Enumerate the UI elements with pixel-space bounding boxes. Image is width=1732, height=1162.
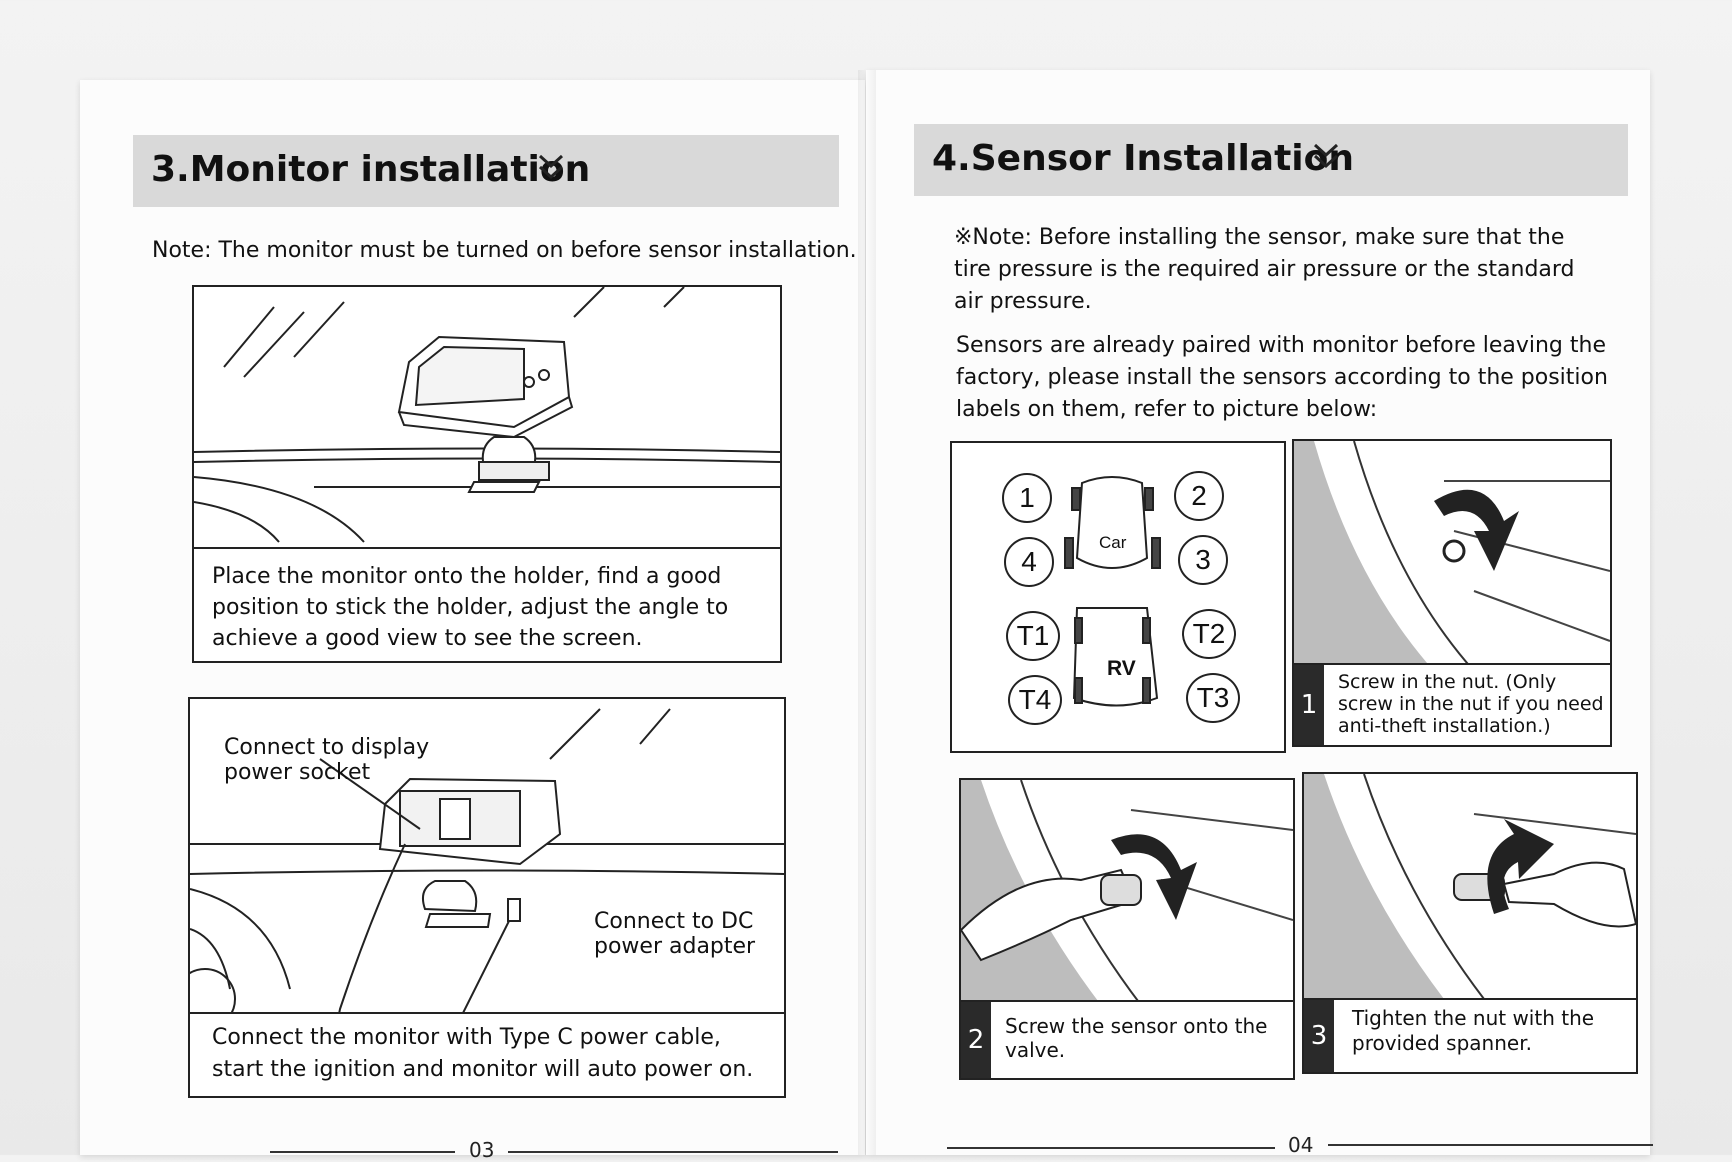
step-text-line: Screw the sensor onto the xyxy=(1005,1014,1268,1038)
step-1-badge: 1 xyxy=(1294,665,1324,745)
step-1-caption xyxy=(1294,663,1610,745)
double-chevron-down-icon xyxy=(537,153,565,183)
step-text-line: Screw in the nut. (Only xyxy=(1338,671,1557,693)
pairing-paragraph xyxy=(956,330,1608,426)
book-spine xyxy=(858,70,876,1155)
callout-line: power socket xyxy=(224,760,371,785)
callout-dc-adapter xyxy=(594,909,755,959)
tire-position-diagram xyxy=(950,441,1286,753)
callout-line: Connect to display xyxy=(224,735,430,760)
caption-line: position to stick the holder, adjust the angle to xyxy=(212,595,729,620)
monitor-note: Note: The monitor must be turned on before sensor installation. xyxy=(152,238,857,263)
step-2-badge: 2 xyxy=(961,1002,991,1078)
tire-position-2: 2 xyxy=(1174,471,1224,521)
trailer-position-t3: T3 xyxy=(1186,673,1240,723)
trailer-position-t2: T2 xyxy=(1182,609,1236,659)
note-line: tire pressure is the required air pressure or the standard xyxy=(954,257,1575,282)
footer-rule xyxy=(508,1151,838,1153)
double-chevron-down-icon xyxy=(1312,142,1340,172)
step-text-line: valve. xyxy=(1005,1038,1066,1062)
tire-position-1: 1 xyxy=(1002,473,1052,523)
right-header-bar xyxy=(914,124,1628,196)
left-header-bar xyxy=(133,135,839,207)
page-title-sensor-installation: 4.Sensor Installation xyxy=(932,138,1354,179)
caption-line: achieve a good view to see the screen. xyxy=(212,626,643,651)
tire-position-3: 3 xyxy=(1178,535,1228,585)
callout-line: power adapter xyxy=(594,934,756,959)
step-3-caption xyxy=(1304,998,1636,1072)
paragraph-line: factory, please install the sensors according to the position xyxy=(956,365,1608,390)
step-3-panel xyxy=(1302,772,1638,1074)
callout-line: Connect to DC xyxy=(594,909,754,934)
step-text-line: provided spanner. xyxy=(1352,1031,1532,1055)
monitor-mount-caption xyxy=(194,547,780,661)
tire-position-4: 4 xyxy=(1004,537,1054,587)
step-text-line: screw in the nut if you need xyxy=(1338,693,1604,715)
car-label: Car xyxy=(1099,533,1127,552)
trailer-position-t1: T1 xyxy=(1006,611,1060,661)
step-2-panel xyxy=(959,778,1295,1080)
callout-display-socket xyxy=(224,735,429,785)
caption-line: Connect the monitor with Type C power cable, xyxy=(212,1025,721,1050)
power-connection-caption xyxy=(190,1012,784,1096)
note-line: ※Note: Before installing the sensor, make sure that the xyxy=(954,225,1565,250)
step-1-panel xyxy=(1292,439,1612,747)
caption-line: Place the monitor onto the holder, find a good xyxy=(212,564,722,589)
rv-label: RV xyxy=(1107,657,1136,680)
footer-rule xyxy=(1328,1144,1653,1146)
trailer-position-t4: T4 xyxy=(1008,675,1062,725)
page-title-monitor-installation: 3.Monitor installation xyxy=(151,149,591,190)
step-3-badge: 3 xyxy=(1304,1000,1334,1072)
step-text-line: Tighten the nut with the xyxy=(1352,1006,1595,1030)
sensor-note xyxy=(954,222,1575,318)
caption-line: start the ignition and monitor will auto power on. xyxy=(212,1057,754,1082)
page-number-right: 04 xyxy=(1288,1133,1314,1157)
footer-rule xyxy=(947,1147,1275,1149)
monitor-mount-panel xyxy=(192,285,782,663)
step-2-caption xyxy=(961,1000,1293,1078)
paragraph-line: Sensors are already paired with monitor before leaving the xyxy=(956,333,1606,358)
step-text-line: anti-theft installation.) xyxy=(1338,715,1551,737)
paragraph-line: labels on them, refer to picture below: xyxy=(956,397,1378,422)
note-line: air pressure. xyxy=(954,289,1092,314)
page-number-left: 03 xyxy=(469,1138,495,1162)
power-connection-panel xyxy=(188,697,786,1098)
footer-rule xyxy=(270,1151,455,1153)
